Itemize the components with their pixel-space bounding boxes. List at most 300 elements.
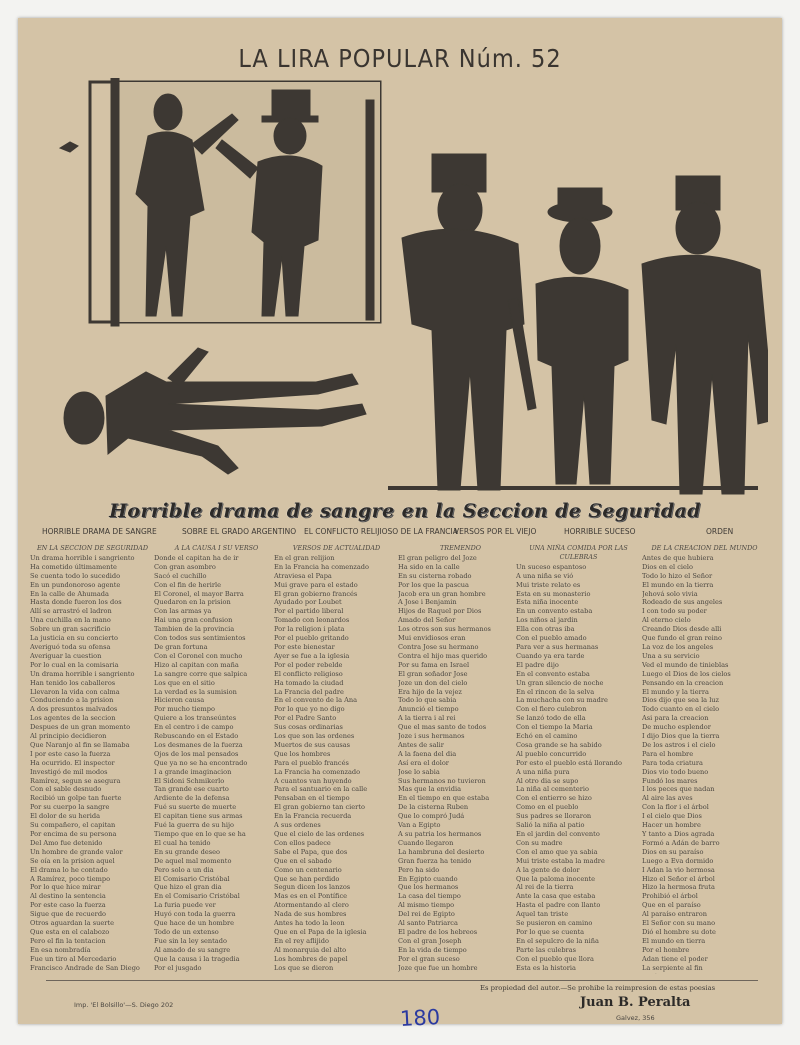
subtitle-suceso: HORRIBLE SUCESO xyxy=(564,527,636,536)
poem-line: Un drama horrible i sangriento xyxy=(30,553,135,562)
subtitle-viejo: VERSOS POR EL VIEJO xyxy=(454,527,537,536)
poem-line: Esta es la historia xyxy=(516,963,576,972)
poem-column xyxy=(642,544,767,974)
printer-credit: Imp. 'El Bolsillo'—S. Diego 202 xyxy=(74,1001,174,1009)
copyright-note: Es propiedad del autor.—Se prohibe la reimpresion de estas poesias xyxy=(480,984,716,992)
poem-line: Que el mas santo de todos xyxy=(398,723,487,732)
poem-section-title: VERSOS DE ACTUALIDAD xyxy=(292,544,381,552)
poem-line: En su cisterna robado xyxy=(398,571,472,580)
poem-line: Que los hombres xyxy=(274,749,331,758)
poem-line: Para el pueblo francés xyxy=(274,758,349,767)
poem-line: Por lo que yo no digo xyxy=(274,705,345,714)
poem-line: El capitan tiene sus armas xyxy=(154,812,243,821)
poem-line: En la calle de Ahumada xyxy=(30,589,109,598)
poem-line: Un suceso espantoso xyxy=(516,562,587,571)
poem-line: Pero el fin la tentacion xyxy=(30,936,106,945)
poem-line: Parte las culebras xyxy=(516,945,577,954)
poem-line: A sus ordenes xyxy=(274,821,321,830)
poem-line: De los astros i el cielo xyxy=(642,740,716,749)
poem-line: Que en el Papa de la iglesia xyxy=(274,927,367,936)
poem-line: De aquel mal momento xyxy=(154,856,232,865)
poem-line: Por su fama en Israel xyxy=(398,660,470,669)
poem-line: Cuando llegaron xyxy=(398,838,454,847)
poem-line: Averiguar la cuestion xyxy=(30,651,102,660)
poem-line: Rebuscando en el Estado xyxy=(154,732,239,741)
poem-line: Que los hermanos xyxy=(398,883,459,892)
poem-line: Fué su suerte de muerte xyxy=(154,803,237,812)
poem-line: Fundó los mares xyxy=(642,776,698,785)
subtitle-francia: EL CONFLICTO RELIJIOSO DE LA FRANCIA xyxy=(304,527,458,536)
poem-line: Anunció el tiempo xyxy=(398,705,459,714)
poem-line: Tambien de la provincia xyxy=(154,625,235,634)
poem-line: Donde el capitan ha de ir xyxy=(154,553,239,562)
poem-line: Asi para la creacion xyxy=(642,714,709,723)
poem-line: Joze un don del cielo xyxy=(398,678,468,687)
poem-line: El Señor con su mano xyxy=(642,919,716,928)
poem-line: Dios vio todo bueno xyxy=(642,767,709,776)
poem-line: Al rei de la tierra xyxy=(516,883,574,892)
poem-line: Fue un tiro al Mercedario xyxy=(30,954,117,963)
poem-line: Hacer un hombre xyxy=(642,821,701,830)
poem-line: Al pueblo concurrido xyxy=(516,749,587,758)
poem-line: Pensando en la creacion xyxy=(642,678,724,687)
sheet-title: LA LIRA POPULAR Núm. 52 xyxy=(238,44,562,73)
poem-line: I Adan la vio hermosa xyxy=(642,865,715,874)
poem-line: Ved el mundo de tinieblas xyxy=(642,660,729,669)
poem-line: Los otros son sus hermanos xyxy=(398,625,491,634)
handwritten-number: 180 xyxy=(399,1004,441,1032)
poem-line: Por el partido liberal xyxy=(274,607,344,616)
poem-line: A dos presuntos malvados xyxy=(30,705,118,714)
poem-line: Aquel tan triste xyxy=(516,910,569,919)
poem-line: Se cuenta todo lo sucedido xyxy=(30,571,121,580)
poem-line: Al santo Patriarca xyxy=(398,919,458,928)
poem-line: Se pusieron en camino xyxy=(516,919,593,928)
poem-line: Hizo la hermosa fruta xyxy=(642,883,715,892)
subtitle-drama: HORRIBLE DRAMA DE SANGRE xyxy=(42,527,157,536)
poem-line: Ella con otras iba xyxy=(516,625,575,634)
poem-line: I a grande imaginacion xyxy=(154,767,232,776)
poem-line: Que fundo el gran reino xyxy=(642,634,723,643)
poem-line: Hizo al capitan con maña xyxy=(154,660,239,669)
poem-line: Dios en el cielo xyxy=(642,562,693,571)
poem-line: A cuantos van huyendo xyxy=(274,776,352,785)
poem-line: Como en el pueblo xyxy=(516,803,579,812)
poem-line: Cosa grande se ha sabido xyxy=(516,740,602,749)
poem-line: Que se han perdido xyxy=(274,874,340,883)
poem-line: Quedaron en la prision xyxy=(154,598,231,607)
poem-line: El drama lo he contado xyxy=(30,865,108,874)
poem-line: Todo lo hizo el Señor xyxy=(642,571,713,580)
poem-line: Van a Egipto xyxy=(398,821,441,830)
poem-line xyxy=(642,973,767,975)
poem-line: La serpiente al fin xyxy=(642,963,703,972)
poem-line: Por su cuerpo la sangre xyxy=(30,803,110,812)
poem-line: Otros aguardan la suerte xyxy=(30,919,115,928)
poem-line: Recibió un golpe tan fuerte xyxy=(30,794,122,803)
poem-line: Con el tiempo la Maria xyxy=(516,723,593,732)
poem-line: Mas es en el Pontífice xyxy=(274,892,348,901)
poem-section-title: EN LA SECCION DE SEGURIDAD xyxy=(37,544,148,552)
woodcut-illustration xyxy=(48,78,768,503)
poem-line: Por el gran suceso xyxy=(398,954,460,963)
poem-line: Francisco Andrade de San Diego xyxy=(30,963,140,972)
poem-line: Dios dijo que sea la luz xyxy=(642,696,720,705)
poem-line: El conflicto religioso xyxy=(274,669,343,678)
poem-line: Ayer se fue a la iglesia xyxy=(274,651,350,660)
poem-line: Llevaron la vida con calma xyxy=(30,687,120,696)
bottom-rule xyxy=(46,980,758,981)
poem-line: Que hace de un hombre xyxy=(154,919,235,928)
poem-line: Ayudado por Loubet xyxy=(274,598,342,607)
poem-line xyxy=(154,973,279,975)
poem-line: Los desmanes de la fuerza xyxy=(154,740,243,749)
poem-line: Atraviesa el Papa xyxy=(274,571,332,580)
poem-line: Con el fiero culebron xyxy=(516,705,587,714)
poem-line: Conduciendo a la prision xyxy=(30,696,114,705)
poem-line: Al eterno cielo xyxy=(642,616,691,625)
poem-line: Esta niña inocente xyxy=(516,598,579,607)
poem-line: I el cielo que Dios xyxy=(642,812,702,821)
poem-line: A la gente de dolor xyxy=(516,865,580,874)
poem-line: Al destino la sentencia xyxy=(30,892,106,901)
poem-line xyxy=(274,973,399,975)
poem-line: El cual ha tenido xyxy=(154,838,211,847)
poem-line: La justicia en su concierto xyxy=(30,634,119,643)
poem-line: Al monarquia del alto xyxy=(274,945,347,954)
poem-line: Con su madre xyxy=(516,838,563,847)
poem-line: Con el Coronel con mucho xyxy=(154,651,243,660)
poem-section-title: UNA NIÑA COMIDA POR LAS CULEBRAS xyxy=(529,544,628,561)
poem-line: Ha sido en la calle xyxy=(398,562,460,571)
poem-line: Creando Dios desde alli xyxy=(642,625,722,634)
poem-line: Por esto el pueblo está llorando xyxy=(516,758,622,767)
poem-line: Sigue que de recuerdo xyxy=(30,910,107,919)
poem-line: La casa del tiempo xyxy=(398,892,461,901)
poem-line: Luego el Dios de los cielos xyxy=(642,669,731,678)
poem-line: El mundo y la tierra xyxy=(642,687,709,696)
poem-line: Mas que la envidia xyxy=(398,785,462,794)
poem-line: Por encima de su persona xyxy=(30,830,117,838)
poem-line: Muertos de sus causas xyxy=(274,740,351,749)
headline: Horrible drama de sangre en la Seccion de Seguridad xyxy=(109,500,701,522)
poem-line: Por el hombre xyxy=(642,945,690,954)
poem-line: Jacob era un gran hombre xyxy=(398,589,486,598)
poem-line: En la Francia ha comenzado xyxy=(274,562,369,571)
poem-line: Ha ocurrido. El inspector xyxy=(30,758,115,767)
poem-line: Atormentando al clero xyxy=(274,901,349,910)
poem-line: El padre de los hebreos xyxy=(398,927,478,936)
poem-line: El gran soñador Jose xyxy=(398,669,468,678)
poem-line: Los que en el sitio xyxy=(154,678,215,687)
poem-line: Con todos sus sentimientos xyxy=(154,634,246,643)
poem-line: Hijos de Raquel por Dios xyxy=(398,607,482,616)
poem-line: En el centro i de campo xyxy=(154,723,234,732)
poem-line: Con el pueblo amado xyxy=(516,634,587,643)
poem-line: Del Amo fue detenido xyxy=(30,838,103,847)
poem-line: Su compañero, el capitan xyxy=(30,821,116,830)
poem-line: Todo lo que sabia xyxy=(398,696,457,705)
poem-section-title: DE LA CREACION DEL MUNDO xyxy=(651,544,758,552)
poem-line: Sus cosas ordinarias xyxy=(274,723,343,732)
subtitle-orden: ORDEN xyxy=(706,527,734,536)
poem-line: Al mismo tiempo xyxy=(398,901,455,910)
poem-line: A la tierra i al rei xyxy=(398,714,456,723)
poem-line: Cuando ya era tarde xyxy=(516,651,585,660)
poem-line: Para el santuario en la calle xyxy=(274,785,368,794)
poem-line: Allí se arrastró el ladron xyxy=(30,607,112,616)
poem-line: Mui triste estaba la madre xyxy=(516,856,605,865)
poem-line: Amado del Señor xyxy=(398,616,456,625)
poem-line: El mundo en la tierra xyxy=(642,580,714,589)
poem-line: Por este caso la fuerza xyxy=(30,901,106,910)
poem-line: Huyó con toda la guerra xyxy=(154,910,236,919)
poem-line: En el rey aflijido xyxy=(274,936,329,945)
poem-line: Prohibió el árbol xyxy=(642,892,698,901)
poem-line: En el rincon de la selva xyxy=(516,687,595,696)
poem-line: Sus hermanos no tuvieron xyxy=(398,776,486,785)
poem-line: Hai una gran confusion xyxy=(154,616,233,625)
poem-line: I con todo su poder xyxy=(642,607,707,616)
poem-column xyxy=(398,544,523,974)
poem-line: Mui envidiosos eran xyxy=(398,634,466,643)
author-name: Juan B. Peralta xyxy=(580,995,691,1010)
poem-line xyxy=(516,973,641,975)
poem-line: I dijo Dios que la tierra xyxy=(642,732,720,741)
poem-line: Fué la guerra de su hijo xyxy=(154,821,234,830)
poem-column xyxy=(30,544,155,974)
poem-line: Ardiente de la defensa xyxy=(154,794,230,803)
poem-line: I por este caso la fuerza xyxy=(30,749,111,758)
poem-line: Por lo que se cuenta xyxy=(516,927,585,936)
poem-line: Joze i sus hermanos xyxy=(398,732,465,741)
poem-line: Un drama horrible i sangriento xyxy=(30,669,135,678)
poem-line: En Egipto cuando xyxy=(398,874,458,883)
poem-line: El gran gobierno tan cierto xyxy=(274,803,365,812)
poem-line: Antes ha todo la leon xyxy=(274,919,345,928)
poem-line: Con el fin de herirle xyxy=(154,580,221,589)
poem-line: Echó en el camino xyxy=(516,732,578,741)
poem-line: Con gran asombro xyxy=(154,562,216,571)
poem-line: Por el poder rebelde xyxy=(274,660,343,669)
poem-line: La muchacha con su madre xyxy=(516,696,608,705)
poem-line: Adan tiene el poder xyxy=(642,954,708,963)
poem-line: La sangre corre que salpica xyxy=(154,669,248,678)
poem-line: I los peces que nadan xyxy=(642,785,715,794)
poem-line: Un hombre de grande valor xyxy=(30,847,123,856)
poem-line: Del rei de Egipto xyxy=(398,910,455,919)
poem-line: Luego a Eva dormido xyxy=(642,856,714,865)
poem-line: Por mucho tiempo xyxy=(154,705,215,714)
poem-line: Hicieron causa xyxy=(154,696,205,705)
poem-line: En el Comisario Cristóbal xyxy=(154,892,240,901)
poem-line: Jose lo sabia xyxy=(398,767,440,776)
poem-line: Por la religion i plata xyxy=(274,625,345,634)
poem-line: Gran fuerza ha tenido xyxy=(398,856,472,865)
poem-line: Que la paloma inocente xyxy=(516,874,596,883)
poem-line: La hambruna del desierto xyxy=(398,847,485,856)
poem-line: Salió la niña al patio xyxy=(516,821,585,830)
poem-line: Que el cielo de las ordenes xyxy=(274,830,365,838)
poem-line: El mundo en tierra xyxy=(642,936,706,945)
poem-line: Los niños al jardin xyxy=(516,616,578,625)
poem-line: Todo cuanto en el cielo xyxy=(642,705,720,714)
poem-line: Que la causa i la tragedia xyxy=(154,954,240,963)
poem-line: Para toda criatura xyxy=(642,758,703,767)
poem-line: Una cuchilla en la mano xyxy=(30,616,111,625)
poem-line: Se lanzó todo de ella xyxy=(516,714,586,723)
poem-line: Ante la casa que estaba xyxy=(516,892,596,901)
poem-line: Los que se dieron xyxy=(274,963,334,972)
poem-line: El Coronel, el mayor Barra xyxy=(154,589,244,598)
poem-line: En un pundonoroso agente xyxy=(30,580,121,589)
poem-line: El gran peligro del Joze xyxy=(398,553,477,562)
poem-line: Era hijo de la vejez xyxy=(398,687,462,696)
poem-line: Tomado con leonardos xyxy=(274,616,350,625)
poem-line: Pero solo a un dia xyxy=(154,865,214,874)
poem-line: Con el amo que ya sabia xyxy=(516,847,598,856)
poem-line: Tan grande ese cuarto xyxy=(154,785,229,794)
poem-line: Mui triste relato es xyxy=(516,580,581,589)
poem-line: Al principio decidieron xyxy=(30,732,107,741)
poem-line: Contra el hijo mas querido xyxy=(398,651,488,660)
poem-line: Ramírez, segun se asegura xyxy=(30,776,121,785)
poem-section-title: A LA CAUSA I SU VERSO xyxy=(174,544,259,552)
poem-line: Los que son las ordenes xyxy=(274,732,355,741)
poem-line: A Ramírez, poco tiempo xyxy=(30,874,111,883)
poem-line: Al amado de su sangre xyxy=(154,945,231,954)
poem-line: Dios en su paraíso xyxy=(642,847,704,856)
poem-line: Así era el dolor xyxy=(398,758,449,767)
poem-line: Por el pueblo gritando xyxy=(274,634,349,643)
poem-line: Que en el paraíso xyxy=(642,901,701,910)
poem-column xyxy=(516,544,641,974)
poem-line: Ha cometido últimamente xyxy=(30,562,117,571)
poem-line: Con la flor i el árbol xyxy=(642,803,709,812)
poem-line: Hasta el padre con llanto xyxy=(516,901,601,910)
poem-line: Antes de salir xyxy=(398,740,444,749)
poem-line: Los agentes de la seccion xyxy=(30,714,116,723)
poem-line: Por los que la pascua xyxy=(398,580,469,589)
poem-line: Una a su servicio xyxy=(642,651,700,660)
poem-line: Por lo que hice mirar xyxy=(30,883,101,892)
poem-line: La Francia ha comenzado xyxy=(274,767,361,776)
poem-line: Con el entierro se hizo xyxy=(516,794,592,803)
poem-line: De mucho esplendor xyxy=(642,723,711,732)
section-subtitles xyxy=(42,527,762,541)
poem-line: El Sidoni Schmikerlo xyxy=(154,776,225,785)
poem-line: Sus padres se lloraron xyxy=(516,812,592,821)
author-address: Galvez, 356 xyxy=(616,1014,655,1022)
poem-column xyxy=(154,544,279,974)
poem-line: Joze que fue un hombre xyxy=(398,963,478,972)
poem-line: Esta en su monasterio xyxy=(516,589,591,598)
poem-line: De la cisterna Ruben xyxy=(398,803,469,812)
poem-line: Y tanto a Dios agrada xyxy=(642,830,715,838)
poem-line xyxy=(398,973,523,975)
poem-line: Que ya no se ha encontrado xyxy=(154,758,248,767)
poem-line: La niña al cementerio xyxy=(516,785,589,794)
poem-line: Por el jusgado xyxy=(154,963,202,972)
poem-line: Sobre un gran sacrificio xyxy=(30,625,111,634)
poem-line: Se oía en la prision aquel xyxy=(30,856,115,865)
poem-line: Que en el sabado xyxy=(274,856,332,865)
poem-line: Fue sin la ley sentado xyxy=(154,936,227,945)
poem-section-title: TREMENDO xyxy=(440,544,481,552)
poem-line xyxy=(30,973,155,975)
poem-line: Ojos de los mal pensados xyxy=(154,749,239,758)
poem-line: Antes de que hubiera xyxy=(642,553,714,562)
poem-line: De gran fortuna xyxy=(154,642,208,651)
poem-line: A una niña se vió xyxy=(516,571,574,580)
poem-line: El dolor de su herida xyxy=(30,812,101,821)
poem-line: Que lo compró Judá xyxy=(398,812,465,821)
poem-line: Por este bienestar xyxy=(274,642,335,651)
poem-line: Sabe el Papa, que dos xyxy=(274,847,348,856)
poem-line: Al paraíso entraron xyxy=(642,910,708,919)
poem-line: Al otro dia se supo xyxy=(516,776,579,785)
poem-line: Con el gran Joseph xyxy=(398,936,462,945)
poem-line: A su patria los hermanos xyxy=(398,830,482,838)
poem-line: En el jardin del convento xyxy=(516,830,600,838)
poem-line: Hizo el Señor el árbol xyxy=(642,874,715,883)
poem-line: Con el sable desnudo xyxy=(30,785,102,794)
poem-line: Formó a Adán de barro xyxy=(642,838,720,847)
poem-line: Contra Jose su hermano xyxy=(398,642,479,651)
poem-line: En esa nombradía xyxy=(30,945,91,954)
poem-line: Los hombres de papel xyxy=(274,954,348,963)
poem-line: En su grande deseo xyxy=(154,847,221,856)
poem-line: En el convento estaba xyxy=(516,669,590,678)
broadside-sheet xyxy=(18,18,782,1032)
poem-line: En la vida de tiempo xyxy=(398,945,467,954)
poem-line: La verdad es la sumision xyxy=(154,687,237,696)
poem-line: Nada de sus hombres xyxy=(274,910,347,919)
poem-line: Para el hombre xyxy=(642,749,694,758)
poem-line: Averiguó toda su ofensa xyxy=(30,642,111,651)
poem-line: El padre dijo xyxy=(516,660,559,669)
subtitle-argentino: SOBRE EL GRADO ARGENTINO xyxy=(182,527,297,536)
poem-line: Rodeado de sus angeles xyxy=(642,598,723,607)
poem-line: Ha tomado la ciudad xyxy=(274,678,344,687)
poem-line: Que Naranjo al fin se llamaba xyxy=(30,740,130,749)
poem-line: A la faena del dia xyxy=(398,749,457,758)
poem-line: Despues de un gran momento xyxy=(30,723,131,732)
poem-line: Dió el hombre su dote xyxy=(642,927,716,936)
poem-line: Que hizo el gran dia xyxy=(154,883,222,892)
poem-line: La voz de los angeles xyxy=(642,642,714,651)
poem-line: Pero ha sido xyxy=(398,865,440,874)
poem-line: Un gran silencio de noche xyxy=(516,678,604,687)
poem-line: El gran gobierno francés xyxy=(274,589,358,598)
poem-line: En el convento de la Ana xyxy=(274,696,358,705)
poem-line: Con el pueblo que llora xyxy=(516,954,594,963)
poem-line: Sacó el cuchillo xyxy=(154,571,207,580)
poem-line: Han tenido los caballeros xyxy=(30,678,116,687)
poem-line: Jehová solo vivia xyxy=(642,589,698,598)
poem-line: En la Francia recuerda xyxy=(274,812,352,821)
poem-line: Hasta donde fueron los dos xyxy=(30,598,122,607)
poem-line: Por lo cual en la comisaria xyxy=(30,660,119,669)
poem-line: En un convento estaba xyxy=(516,607,593,616)
poem-line: Que esta en el calabozo xyxy=(30,927,110,936)
poem-line: Pensaban en el tiempo xyxy=(274,794,350,803)
poem-line: Quiere a los transeúntes xyxy=(154,714,237,723)
poem-line: Con ellos padece xyxy=(274,838,331,847)
poem-column xyxy=(274,544,399,974)
poem-line: La Francia del padre xyxy=(274,687,344,696)
poem-line: Tiempo que en lo que se ha xyxy=(154,830,246,838)
